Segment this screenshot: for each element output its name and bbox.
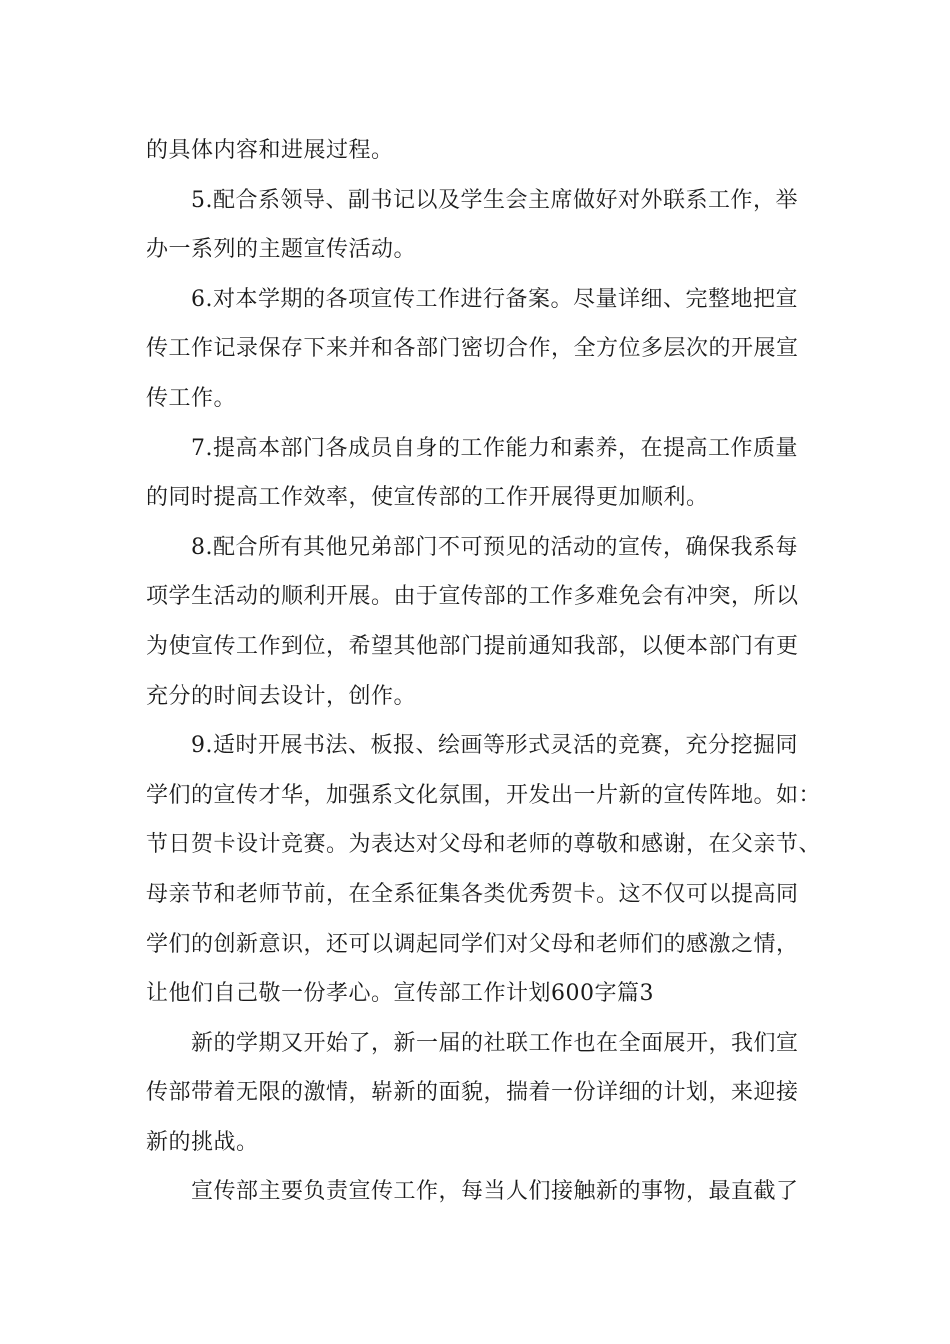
text-line: 学们的宣传才华，加强系文化氛围，开发出一片新的宣传阵地。如：	[146, 782, 822, 808]
text-line: 9.适时开展书法、板报、绘画等形式灵活的竞赛，充分挖掘同	[191, 733, 798, 759]
text-line: 传部带着无限的激情，崭新的面貌，揣着一份详细的计划，来迎接	[146, 1080, 799, 1106]
text-line: 项学生活动的顺利开展。由于宣传部的工作多难免会有冲突，所以	[146, 584, 799, 610]
text-line: 8.配合所有其他兄弟部门不可预见的活动的宣传，确保我系每	[191, 534, 798, 560]
text-line: 充分的时间去设计，创作。	[146, 683, 417, 709]
text-line: 传工作记录保存下来并和各部门密切合作，全方位多层次的开展宣	[146, 336, 799, 362]
text-line: 为使宣传工作到位，希望其他部门提前通知我部，以便本部门有更	[146, 633, 799, 659]
text-line: 的具体内容和进展过程。	[146, 138, 394, 163]
text-line: 6.对本学期的各项宣传工作进行备案。尽量详细、完整地把宣	[191, 286, 798, 312]
text-line: 节日贺卡设计竞赛。为表达对父母和老师的尊敬和感谢，在父亲节、	[146, 832, 822, 858]
text-line: 传工作。	[146, 385, 237, 411]
text-line: 让他们自己敬一份孝心。宣传部工作计划600字篇3	[146, 981, 654, 1007]
text-line: 母亲节和老师节前，在全系征集各类优秀贺卡。这不仅可以提高同	[146, 881, 799, 907]
text-line: 新的挑战。	[146, 1129, 259, 1155]
text-line: 5.配合系领导、副书记以及学生会主席做好对外联系工作，举	[191, 187, 798, 213]
text-line: 的同时提高工作效率，使宣传部的工作开展得更加顺利。	[146, 485, 709, 511]
text-line: 宣传部主要负责宣传工作，每当人们接触新的事物，最直截了	[191, 1179, 799, 1205]
text-line: 7.提高本部门各成员自身的工作能力和素养，在提高工作质量	[191, 435, 798, 461]
text-line: 学们的创新意识，还可以调起同学们对父母和老师们的感激之情，	[146, 931, 799, 957]
text-line: 办一系列的主题宣传活动。	[146, 237, 417, 263]
document-body	[146, 126, 822, 1217]
text-line: 新的学期又开始了，新一届的社联工作也在全面展开，我们宣	[191, 1030, 799, 1056]
